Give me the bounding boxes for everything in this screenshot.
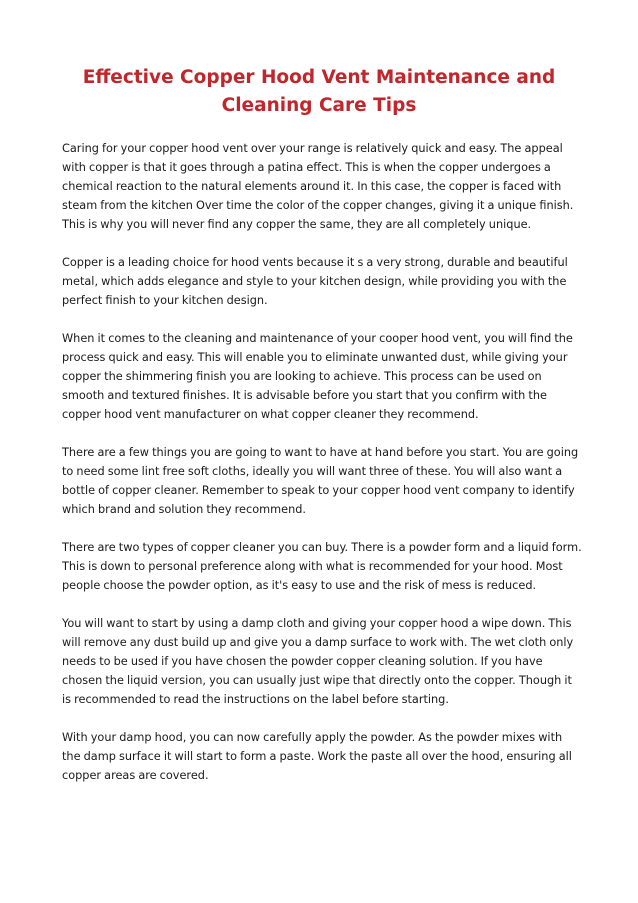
paragraph-supplies: There are a few things you are going to want to have at hand before you start. You are going to need some lint free soft cloths, ideally you will want three of these. You will also want a bottle of copper cleaner. Remember to speak to your copper hood vent company to identify which brand and solution they recommend. [62,446,579,516]
paragraph-copper-choice: Copper is a leading choice for hood vents because it s a very strong, durable and beautiful metal, which adds elegance and style to your kitchen design, while providing you with the perfect finish to your kitchen design. [62,256,568,307]
document-title: Effective Copper Hood Vent Maintenance and Cleaning Care Tips [82,67,556,116]
document-body [62,139,582,804]
paragraph-apply-powder: With your damp hood, you can now carefully apply the powder. As the powder mixes with the damp surface it will start to form a paste. Work the paste all over the hood, ensuring all copper areas are covered. [62,731,572,782]
paragraph-damp-cloth: You will want to start by using a damp cloth and giving your copper hood a wipe down. This will remove any dust build up and give you a damp surface to work with. The wet cloth only needs to be used if you have chosen the powder copper cleaning solution. If you have chosen the liquid version, you can usually just wipe that directly onto the copper. Though it is recommended to read the instructions on the label before starting. [62,617,574,706]
paragraph-cleaner-types: There are two types of copper cleaner you can buy. There is a powder form and a liquid form. This is down to personal preference along with what is recommended for your hood. Most people choose the powder option, as it's easy to use and the risk of mess is reduced. [62,541,582,592]
paragraph-patina: Caring for your copper hood vent over your range is relatively quick and easy. The appeal with copper is that it goes through a patina effect. This is when the copper undergoes a chemical reaction to the natural elements around it. In this case, the copper is faced with steam from the kitchen Over time the color of the copper changes, giving it a unique finish. This is why you will never find any copper the same, they are all completely unique. [62,142,574,231]
paragraph-maintenance: When it comes to the cleaning and maintenance of your cooper hood vent, you will find the process quick and easy. This will enable you to eliminate unwanted dust, while giving your copper the shimmering finish you are looking to achieve. This process can be used on smooth and textured finishes. It is advisable before you start that you confirm with the copper hood vent manufacturer on what copper cleaner they recommend. [62,332,573,421]
